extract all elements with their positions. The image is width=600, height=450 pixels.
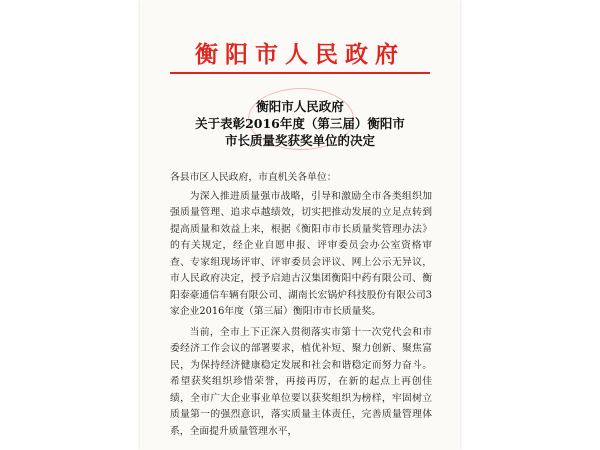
- paragraph-1: 为深入推进质量强市战略，引导和激励全市各类组织加强质量管理、追求卓越绩效，切实把推动发展的立足点转到提高质量和效益上来，根据《衡阳市市长质量奖管理办法》的有关规定，经企业自愿申报、评审委员会办公室资格审查、专家组现场评审、评审委员会评议、网上公示无异议，市人民政府决定，授予启迪古汉集团衡阳中药有限公司、衡阳泰豪通信车辆有限公司、湖南长宏锅炉科技股份有限公司3家企业2016年度（第三届）衡阳市市长质量奖。: [170, 190, 432, 317]
- paragraph-2: 当前，全市上下正深入贯彻落实市第十一次党代会和市委经济工作会议的部署要求，植优补短、聚力创新、聚焦富民，为保持经济健康稳定发展和社会和谐稳定而努力奋斗。希望获奖组织珍惜荣誉，再接再厉，在新的起点上再创佳绩，全市广大企业事业单位要以获奖组织为榜样，牢固树立质量第一的强烈意识，落实质量主体责任，完善质量管理体系，全面提升质量管理水平，: [170, 326, 432, 437]
- title-line-subject: 关于表彰2016年度（第三届）衡阳市: [195, 116, 405, 131]
- document-page: [140, 0, 460, 450]
- document-title: [140, 98, 460, 149]
- title-line-award: 市长质量奖获奖单位的决定: [224, 133, 375, 148]
- letterhead-red-rule: [170, 72, 430, 74]
- page-bottom-edge: [140, 442, 460, 450]
- letterhead-title: 衡阳市人民政府: [195, 41, 405, 68]
- salutation: 各县市区人民政府，市直机关各单位：: [170, 172, 337, 183]
- document-body: [170, 170, 432, 444]
- title-line-issuer: 衡阳市人民政府: [256, 99, 344, 114]
